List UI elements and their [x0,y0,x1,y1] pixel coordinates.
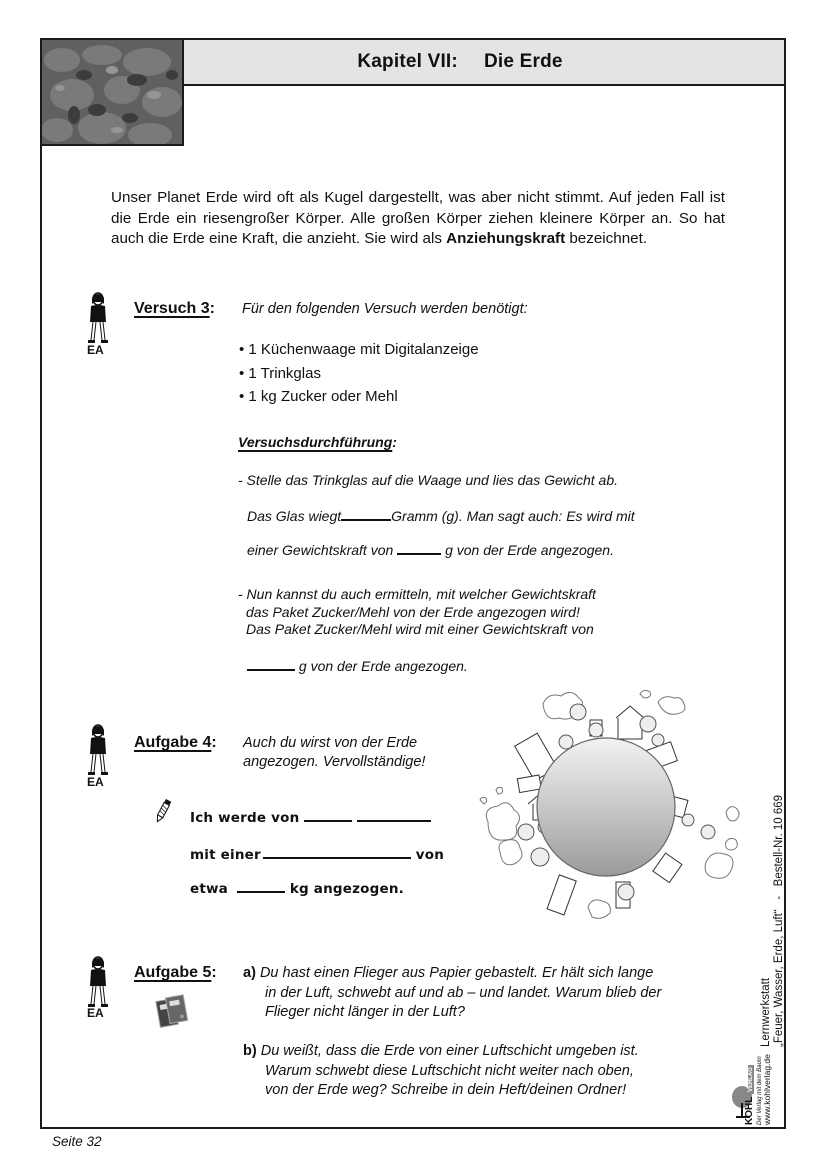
procedure-step-1: - Stelle das Trinkglas auf die Waage und lies das Gewicht ab. [238,472,619,488]
list-item: • 1 Küchenwaage mit Digitalanzeige [239,341,479,358]
versuch-3-heading: Versuch 3: [134,300,215,317]
series-name: Lernwerkstatt [760,977,772,1047]
publisher-credit [730,795,790,1125]
fill-in-line-3: etwa kg angezogen. [190,881,404,897]
fill-in-line-2: mit einer von [190,847,445,863]
answer-blank[interactable] [237,879,285,893]
student-figure-icon [85,291,111,351]
list-item: • 1 Trinkglas [239,364,321,382]
chapter-number: Kapitel VII: [357,51,458,72]
procedure-heading: Versuchsdurchführung: [238,434,397,450]
book-info: „Feuer, Wasser, Erde, Luft“ - Bestell-Nr. 10 669 [773,794,785,1047]
aufgabe-5-heading: Aufgabe 5: [134,964,217,981]
earth-illustration [468,682,750,930]
glass-weight-blank[interactable] [341,507,391,521]
work-mode-label: EA [87,1006,104,1020]
answer-blank[interactable] [304,808,352,822]
part-b-label: b) [243,1043,257,1059]
procedure-step-2-force: g von der Erde angezogen. [247,657,468,674]
page-number: Seite 32 [52,1134,102,1149]
procedure-step-1-force: einer Gewichtskraft von g von der Erde angezogen. [247,542,614,558]
work-mode-label: EA [87,775,104,789]
intro-paragraph: Unser Planet Erde wird oft als Kugel dargestellt, was aber nicht stimmt. Auf jeden Fall ist die Erde ein riesengroßer Körper. Alle großen Körper ziehen kleinere Körper an. So hat auch die Erde eine Kraft, die anzieht. Sie wird als Anziehungskraft bezeichnet. [111,189,725,247]
part-a-label: a) [243,965,256,981]
procedure-step-2: - Nun kannst du auch ermitteln, mit welcher Gewichtskraft das Paket Zucker/Mehl von der Erde angezogen wird! Das Paket Zucker/Mehl wird mit einer Gewichtskraft von [238,586,596,637]
answer-blank[interactable] [357,808,431,822]
page-title [357,51,562,73]
soil-photo [40,38,184,146]
aufgabe-5-part-a: a) Du hast einen Flieger aus Papier gebastelt. Er hält sich lange in der Luft, schwebt auf und ab – und landet. Warum blieb der Flieger nicht länger in der Luft? [243,965,662,1020]
package-force-blank[interactable] [247,657,295,671]
versuch-3-intro: Für den folgenden Versuch werden benötigt: [242,301,528,317]
publisher-url: www.kohlverlag.de [762,1054,772,1125]
work-mode-label: EA [87,343,104,357]
glass-force-blank[interactable] [397,541,441,555]
list-item: • 1 kg Zucker oder Mehl [239,388,398,405]
materials-list [239,338,479,409]
publisher-slogan: Der Verlag mit dem Baum [757,1056,763,1125]
aufgabe-5-part-b: b) Du weißt, dass die Erde von einer Luftschicht umgeben ist. Warum schwebt diese Luftschicht nicht weiter nach oben, von der Erde weg? Schreibe in dein Heft/deinen Ordner! [243,1043,639,1098]
publisher-name: KOHL VERLAG [744,1067,755,1125]
notebook-icon [154,993,190,1031]
procedure-step-1-weight: Das Glas wiegt Gramm (g). Man sagt auch: Es wird mit [247,508,635,524]
fill-in-line-1: Ich werde von [190,808,431,826]
pencil-icon [154,797,172,825]
key-term: Anziehungskraft [446,230,566,247]
aufgabe-4-text: Auch du wirst von der Erde angezogen. Vervollständige! [243,735,426,770]
chapter-topic: Die Erde [483,51,563,72]
chapter-title-bar [182,38,786,86]
aufgabe-4-heading: Aufgabe 4: [134,734,217,751]
student-figure-icon [85,723,111,783]
answer-blank[interactable] [263,845,411,859]
